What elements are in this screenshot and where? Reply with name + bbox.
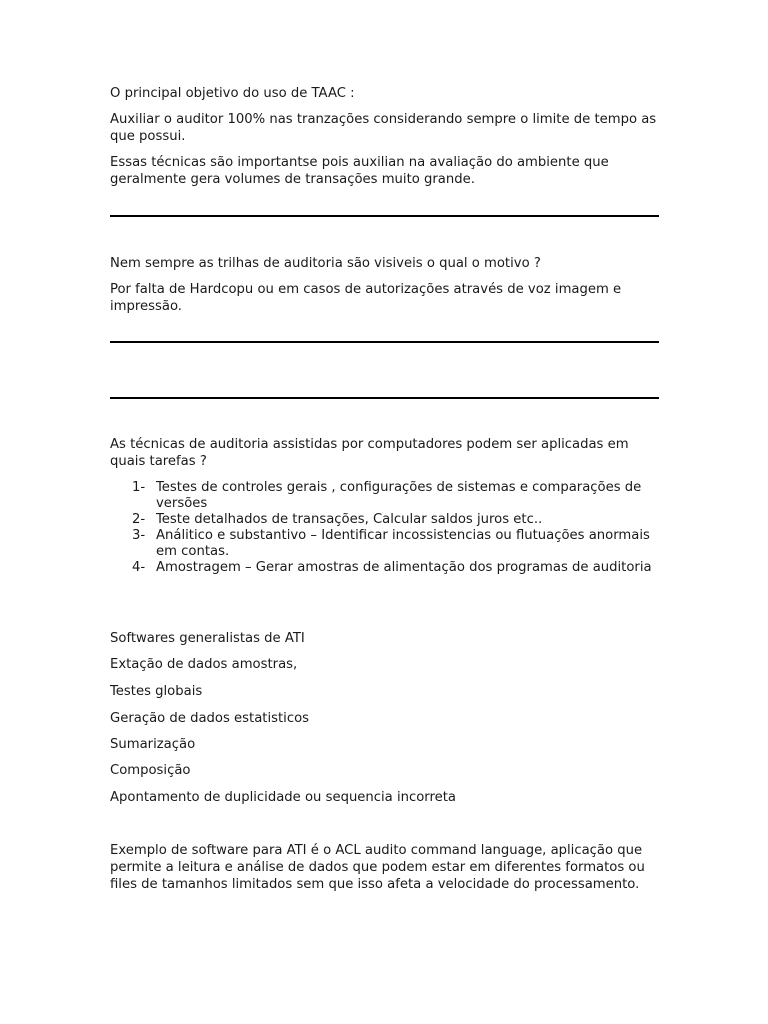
list-item bbox=[132, 528, 662, 560]
horizontal-rule bbox=[110, 341, 659, 343]
list-item bbox=[132, 480, 662, 512]
taac-objective-question: O principal objetivo do uso de TAAC : bbox=[110, 86, 355, 101]
audit-trail-answer: Por falta de Hardcopu ou em casos de autorizações através de voz imagem e impressão. bbox=[110, 282, 622, 314]
caat-tasks-list bbox=[132, 480, 662, 576]
list-item bbox=[132, 560, 662, 576]
taac-objective-answer-1: Auxiliar o auditor 100% nas tranzações considerando sempre o limite de tempo as que possui. bbox=[110, 112, 657, 144]
ati-software-heading: Softwares generalistas de ATI bbox=[110, 631, 305, 646]
ati-feature-item: Apontamento de duplicidade ou sequencia incorreta bbox=[110, 790, 456, 805]
audit-trail-question: Nem sempre as trilhas de auditoria são visiveis o qual o motivo ? bbox=[110, 256, 541, 271]
ati-feature-item: Sumarização bbox=[110, 737, 196, 752]
list-item-text: Teste detalhados de transações, Calcular saldos juros etc.. bbox=[156, 512, 543, 527]
ati-feature-item: Extação de dados amostras, bbox=[110, 657, 298, 672]
caat-tasks-question: As técnicas de auditoria assistidas por computadores podem ser aplicadas em quais tarefas ? bbox=[110, 437, 629, 469]
list-item-text: Análitico e substantivo – Identificar incossistencias ou flutuações anormais em contas. bbox=[156, 528, 650, 559]
list-item-number: 4- bbox=[132, 560, 146, 575]
list-item-number: 1- bbox=[132, 480, 146, 495]
ati-feature-item: Geração de dados estatisticos bbox=[110, 711, 310, 726]
list-item-text: Amostragem – Gerar amostras de alimentação dos programas de auditoria bbox=[156, 560, 652, 575]
list-item-text: Testes de controles gerais , configurações de sistemas e comparações de versões bbox=[156, 480, 642, 511]
taac-objective-answer-2: Essas técnicas são importantse pois auxilian na avaliação do ambiente que geralmente gera volumes de transações muito grande. bbox=[110, 155, 609, 187]
horizontal-rule bbox=[110, 397, 659, 399]
ati-feature-item: Composição bbox=[110, 763, 191, 778]
acl-example-paragraph: Exemplo de software para ATI é o ACL audito command language, aplicação que permite a leitura e análise de dados que podem estar em diferentes formatos ou files de tamanhos limitados sem que isso afeta a velocidade do processamento. bbox=[110, 843, 645, 892]
list-item-number: 2- bbox=[132, 512, 146, 527]
ati-feature-item: Testes globais bbox=[110, 684, 203, 699]
list-item bbox=[132, 512, 662, 528]
list-item-number: 3- bbox=[132, 528, 146, 543]
horizontal-rule bbox=[110, 215, 659, 217]
